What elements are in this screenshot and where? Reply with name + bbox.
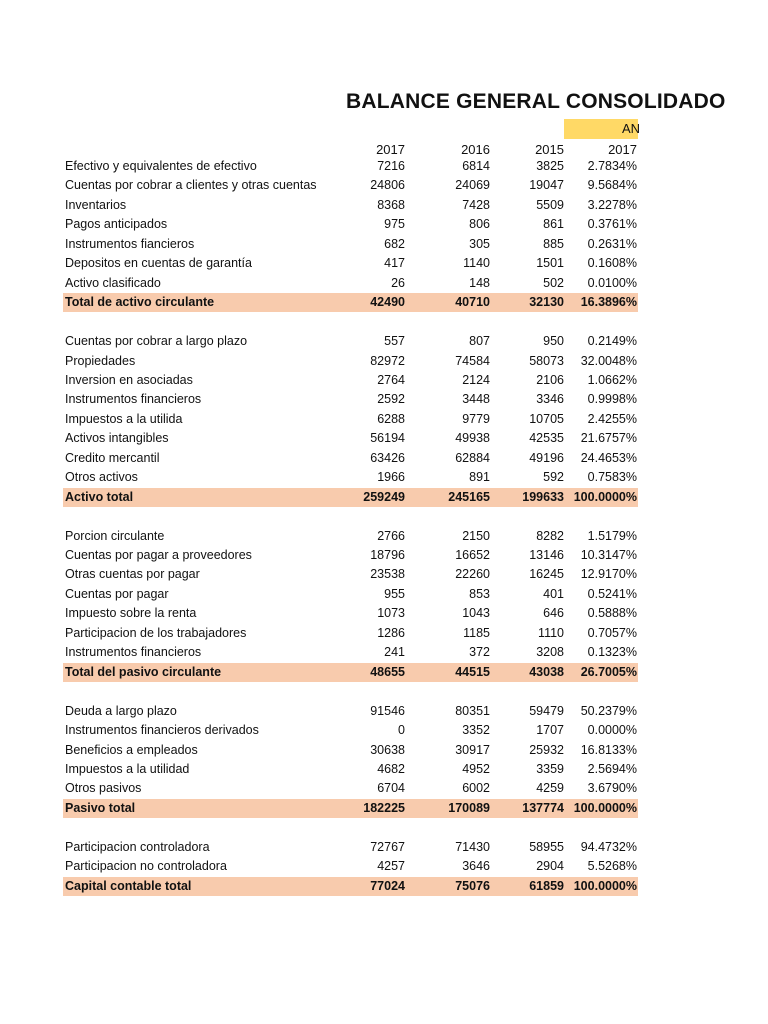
value-2015: 950 <box>543 334 564 349</box>
analysis-percent: 100.0000% <box>573 878 637 893</box>
value-2017: 91546 <box>370 703 405 718</box>
row-label: Instrumentos financieros <box>65 645 202 660</box>
value-2016: 1043 <box>462 606 490 621</box>
table-row[interactable] <box>63 702 638 721</box>
value-2015: 3825 <box>536 159 564 173</box>
value-2017: 1073 <box>377 606 405 621</box>
row-label: Participacion de los trabajadores <box>65 625 247 640</box>
row-label: Efectivo y equivalentes de efectivo <box>65 159 257 173</box>
value-2015: 25932 <box>529 742 564 757</box>
row-label: Total del pasivo circulante <box>65 664 222 679</box>
year-header-2016: 2016 <box>461 142 490 157</box>
value-2017: 259249 <box>363 489 405 504</box>
value-2016: 853 <box>469 586 490 601</box>
row-label: Capital contable total <box>65 878 192 893</box>
row-label: Instrumentos financieros derivados <box>65 723 259 738</box>
value-2015: 8282 <box>536 528 564 543</box>
value-2016: 44515 <box>455 664 490 679</box>
table-row[interactable] <box>63 643 638 662</box>
table-row[interactable] <box>63 196 638 215</box>
value-2015: 3346 <box>536 392 564 407</box>
value-2016: 3448 <box>462 392 490 407</box>
value-2015: 1110 <box>538 625 564 640</box>
value-2015: 19047 <box>529 178 564 193</box>
analysis-percent: 100.0000% <box>573 489 637 504</box>
value-2015: 10705 <box>529 411 564 426</box>
table-row[interactable] <box>63 585 638 604</box>
analysis-percent: 2.4255% <box>587 411 637 426</box>
value-2017: 30638 <box>370 742 405 757</box>
value-2016: 49938 <box>455 431 490 446</box>
value-2016: 62884 <box>455 450 490 465</box>
value-2016: 1140 <box>463 256 490 271</box>
analysis-percent: 0.2631% <box>587 236 637 251</box>
value-2017: 6288 <box>377 411 405 426</box>
value-2017: 2592 <box>377 392 405 407</box>
row-label: Participacion no controladora <box>65 859 227 874</box>
value-2017: 2764 <box>377 372 405 387</box>
table-row[interactable] <box>63 410 638 429</box>
value-2016: 22260 <box>455 567 490 582</box>
value-2017: 48655 <box>370 664 405 679</box>
value-2017: 42490 <box>370 295 405 310</box>
total-row[interactable] <box>63 663 638 682</box>
value-2016: 24069 <box>455 178 490 193</box>
row-label: Inventarios <box>65 197 127 212</box>
analysis-percent: 3.6790% <box>587 781 637 796</box>
analysis-percent: 10.3147% <box>580 548 637 562</box>
value-2017: 82972 <box>370 353 405 368</box>
row-label: Activo total <box>65 489 134 504</box>
value-2016: 1185 <box>463 625 490 640</box>
value-2016: 372 <box>469 645 490 660</box>
row-label: Impuestos a la utilida <box>65 411 183 426</box>
analysis-percent: 0.7057% <box>587 625 637 640</box>
row-label: Cuentas por cobrar a largo plazo <box>65 334 248 349</box>
value-2015: 42535 <box>529 431 564 446</box>
row-label: Pasivo total <box>65 800 136 815</box>
total-row[interactable] <box>63 293 638 312</box>
analysis-percent: 0.2149% <box>587 334 637 349</box>
row-label: Participacion controladora <box>65 839 210 854</box>
value-2016: 30917 <box>455 742 490 757</box>
value-2015: 58073 <box>529 353 564 368</box>
row-label: Pagos anticipados <box>65 217 168 232</box>
table-row[interactable] <box>63 857 638 876</box>
analysis-percent: 32.0048% <box>580 353 637 368</box>
row-label: Otros pasivos <box>65 781 142 796</box>
table-row[interactable] <box>63 741 638 760</box>
table-row[interactable] <box>63 760 638 779</box>
value-2017: 682 <box>384 236 405 251</box>
value-2016: 2150 <box>462 528 490 543</box>
value-2015: 3359 <box>536 761 564 776</box>
value-2017: 26 <box>391 275 405 290</box>
table-row[interactable] <box>63 157 638 176</box>
table-row[interactable] <box>63 254 638 273</box>
analysis-percent: 2.7834% <box>587 159 637 173</box>
row-label: Impuesto sobre la renta <box>65 606 197 621</box>
analysis-percent: 16.8133% <box>580 742 637 757</box>
analysis-percent: 50.2379% <box>580 703 637 718</box>
value-2017: 24806 <box>370 178 405 193</box>
total-row[interactable] <box>63 877 638 896</box>
row-label: Total de activo circulante <box>65 295 215 310</box>
value-2015: 1707 <box>536 723 564 738</box>
row-label: Cuentas por pagar a proveedores <box>65 548 252 562</box>
value-2016: 75076 <box>455 878 490 893</box>
row-label: Credito mercantil <box>65 450 160 465</box>
value-2017: 18796 <box>370 548 405 562</box>
analysis-percent: 0.0100% <box>587 275 637 290</box>
value-2016: 9779 <box>462 411 490 426</box>
value-2015: 59479 <box>529 703 564 718</box>
analysis-percent: 16.3896% <box>580 295 637 310</box>
row-label: Otras cuentas por pagar <box>65 567 200 582</box>
value-2017: 241 <box>384 645 405 660</box>
table-row[interactable] <box>63 215 638 234</box>
table-row[interactable] <box>63 371 638 390</box>
row-label: Deuda a largo plazo <box>65 703 177 718</box>
value-2015: 5509 <box>536 197 564 212</box>
value-2017: 77024 <box>370 878 405 893</box>
value-2017: 7216 <box>377 159 405 173</box>
row-label: Activo clasificado <box>65 275 161 290</box>
analysis-percent: 2.5694% <box>587 761 637 776</box>
analysis-percent: 9.5684% <box>587 178 637 193</box>
value-2015: 2904 <box>536 859 564 874</box>
analysis-percent: 0.0000% <box>587 723 637 738</box>
value-2015: 592 <box>543 470 564 485</box>
value-2015: 401 <box>543 586 564 601</box>
analysis-header-label: AN <box>621 121 640 136</box>
value-2015: 32130 <box>529 295 564 310</box>
row-label: Depositos en cuentas de garantía <box>65 256 252 271</box>
value-2017: 417 <box>384 256 405 271</box>
value-2016: 3352 <box>462 723 490 738</box>
analysis-percent: 24.4653% <box>580 450 637 465</box>
row-label: Inversion en asociadas <box>65 372 193 387</box>
value-2017: 2766 <box>377 528 405 543</box>
value-2016: 2124 <box>462 372 490 387</box>
row-label: Porcion circulante <box>65 528 165 543</box>
year-header-2017: 2017 <box>376 142 405 157</box>
sheet-title: BALANCE GENERAL CONSOLIDADO <box>346 90 726 113</box>
value-2017: 557 <box>384 334 405 349</box>
row-label: Instrumentos fiancieros <box>65 236 195 251</box>
table-row[interactable] <box>63 604 638 623</box>
row-label: Impuestos a la utilidad <box>65 761 190 776</box>
analysis-percent: 0.1323% <box>587 645 637 660</box>
row-label: Otros activos <box>65 470 138 485</box>
value-2015: 13146 <box>529 548 564 562</box>
value-2016: 71430 <box>455 839 490 854</box>
value-2015: 199633 <box>522 489 564 504</box>
table-row[interactable] <box>63 721 638 740</box>
value-2017: 4682 <box>377 761 405 776</box>
table-row[interactable] <box>63 449 638 468</box>
analysis-percent: 26.7005% <box>580 664 637 679</box>
analysis-percent: 21.6757% <box>580 431 637 446</box>
table-row[interactable] <box>63 235 638 254</box>
value-2016: 305 <box>469 236 490 251</box>
value-2015: 137774 <box>522 800 564 815</box>
row-label: Instrumentos financieros <box>65 392 202 407</box>
value-2015: 1501 <box>536 256 564 271</box>
value-2016: 6002 <box>462 781 490 796</box>
table-row[interactable] <box>63 176 638 195</box>
table-row[interactable] <box>63 565 638 584</box>
value-2016: 148 <box>469 275 490 290</box>
table-row[interactable] <box>63 274 638 293</box>
value-2016: 245165 <box>448 489 490 504</box>
value-2015: 3208 <box>536 645 564 660</box>
value-2016: 7428 <box>462 197 490 212</box>
value-2015: 2106 <box>536 372 564 387</box>
value-2017: 975 <box>384 217 405 232</box>
value-2016: 16652 <box>455 548 490 562</box>
value-2017: 4257 <box>377 859 405 874</box>
total-row[interactable] <box>63 488 638 507</box>
value-2016: 74584 <box>455 353 490 368</box>
table-row[interactable] <box>63 624 638 643</box>
analysis-percent: 0.1608% <box>587 256 637 271</box>
analysis-header-cell[interactable] <box>564 119 638 139</box>
value-2017: 1966 <box>377 470 405 485</box>
value-2015: 646 <box>543 606 564 621</box>
value-2016: 170089 <box>448 800 490 815</box>
value-2016: 807 <box>469 334 490 349</box>
analysis-percent: 1.5179% <box>587 528 637 543</box>
year-header-2015: 2015 <box>535 142 564 157</box>
row-label: Propiedades <box>65 353 136 368</box>
row-label: Cuentas por cobrar a clientes y otras cuentas <box>65 178 317 193</box>
value-2016: 891 <box>469 470 490 485</box>
table-row[interactable] <box>63 332 638 351</box>
value-2017: 63426 <box>370 450 405 465</box>
value-2015: 502 <box>543 275 564 290</box>
value-2016: 40710 <box>455 295 490 310</box>
row-label: Activos intangibles <box>65 431 169 446</box>
analysis-percent: 1.0662% <box>587 372 637 387</box>
table-row[interactable] <box>63 429 638 448</box>
row-label: Cuentas por pagar <box>65 586 169 601</box>
value-2016: 806 <box>469 217 490 232</box>
row-label: Beneficios a empleados <box>65 742 198 757</box>
value-2015: 861 <box>543 217 564 232</box>
value-2017: 72767 <box>370 839 405 854</box>
value-2015: 16245 <box>529 567 564 582</box>
value-2017: 182225 <box>363 800 405 815</box>
analysis-percent: 0.3761% <box>587 217 637 232</box>
value-2016: 3646 <box>462 859 490 874</box>
table-row[interactable] <box>63 352 638 371</box>
value-2017: 6704 <box>377 781 405 796</box>
analysis-percent: 94.4732% <box>580 839 637 854</box>
value-2015: 885 <box>543 236 564 251</box>
value-2016: 80351 <box>455 703 490 718</box>
value-2017: 955 <box>384 586 405 601</box>
value-2016: 4952 <box>462 761 490 776</box>
table-row[interactable] <box>63 390 638 409</box>
value-2017: 23538 <box>370 567 405 582</box>
value-2015: 49196 <box>529 450 564 465</box>
value-2015: 58955 <box>529 839 564 854</box>
analysis-percent: 5.5268% <box>587 859 637 874</box>
table-row[interactable] <box>63 468 638 487</box>
year-header-analysis-2017: 2017 <box>608 142 637 157</box>
analysis-percent: 12.9170% <box>580 567 637 582</box>
analysis-percent: 100.0000% <box>573 800 637 815</box>
value-2015: 43038 <box>529 664 564 679</box>
table-row[interactable] <box>63 779 638 798</box>
table-row[interactable] <box>63 546 638 565</box>
value-2017: 8368 <box>377 197 405 212</box>
value-2016: 6814 <box>462 159 490 173</box>
value-2017: 1286 <box>377 625 405 640</box>
analysis-percent: 0.9998% <box>587 392 637 407</box>
analysis-percent: 0.5888% <box>587 606 637 621</box>
value-2017: 0 <box>398 723 405 738</box>
total-row[interactable] <box>63 799 638 818</box>
analysis-percent: 0.7583% <box>587 470 637 485</box>
table-row[interactable] <box>63 838 638 857</box>
analysis-percent: 3.2278% <box>587 197 637 212</box>
value-2015: 4259 <box>536 781 564 796</box>
table-row[interactable] <box>63 527 638 546</box>
value-2015: 61859 <box>529 878 564 893</box>
value-2017: 56194 <box>370 431 405 446</box>
analysis-percent: 0.5241% <box>587 586 637 601</box>
